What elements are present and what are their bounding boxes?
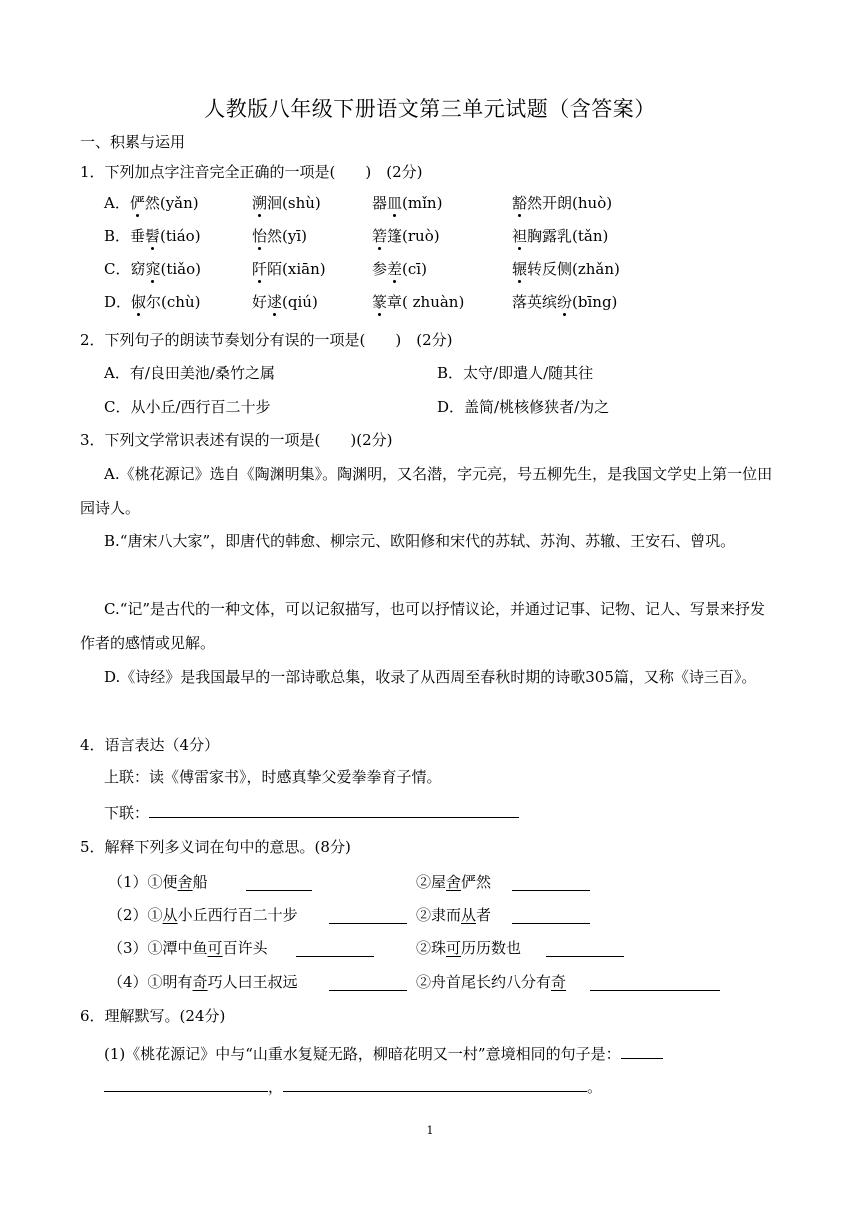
q3-option-b: B.“唐宋八大家”，即唐代的韩愈、柳宗元、欧阳修和宋代的苏轼、苏洵、苏辙、王安石、曾巩。 [104, 532, 736, 550]
answer-blank[interactable] [546, 940, 624, 957]
q2-option-d: D．盖简/桃核修狭者/为之 [437, 398, 610, 416]
q2-option-a: A．有/良田美池/桑竹之属 [104, 364, 275, 382]
q2-option-b: B．太守/即遣人/随其往 [437, 364, 594, 382]
answer-blank[interactable] [329, 974, 407, 991]
answer-blank[interactable] [512, 907, 590, 924]
q2-stem: 2．下列句子的朗读节奏划分有误的一项是( ) (2分) [80, 331, 453, 349]
q6-item-1-continued: ， 。 [104, 1075, 602, 1097]
document-page: 人教版八年级下册语文第三单元试题（含答案） 一、积累与运用 1．下列加点字注音完全正确的一项是( ) (2分) A．俨然(yǎn) 溯洄(shù) 器皿(mǐn) 豁然开朗(huò) B．垂髫(tiáo) 怡然(yī) 箬篷(ruò) 袒胸露乳(tǎn) C．窈窕(tiǎo) 阡陌(xiān) 参差(cī) 辗转反侧(zhǎn) D．俶尔(chù) 好逑(qiú) 篆章( zhuàn) 落英缤纷(bīng) 2．下列句子的朗读节奏划分有误的一项是( ) (2分) A．有/良田美池/桑竹之属 B．太守/即遣人/随其往 C．从小丘/西行百二十步 D．盖简/桃核修狭者/为之 3．下列文学常识表述有误的一项是( )(2分) A.《桃花源记》选自《陶渊明集》。陶渊明，又名潜，字元亮，号五柳先生，是我国文学史上第一位田园诗人。 B.“唐宋八大家”，即唐代的韩愈、柳宗元、欧阳修和宋代的苏轼、苏洵、苏辙、王安石、曾巩。 C.“记”是古代的一种文体，可以记叙描写，也可以抒情议论，并通过记事、记物、记人、写景来抒发作者的感情或见解。 D.《诗经》是我国最早的一部诗歌总集，收录了从西周至春秋时期的诗歌305篇，又称《诗三百》。 4．语言表达（4分） 上联：读《傅雷家书》，时感真挚父爱拳拳育子情。 下联： 5．解释下列多义词在句中的意思。(8分) （1）①便舍船 ②屋舍俨然 （2）①从小丘西行百二十步 ②隶而从者 （3）①潭中鱼可百许头 ②珠可历历数也 （4）①明有奇巧人曰王叔远 ②舟首尾长约八分有奇 6．理解默写。(24分) (1)《桃花源记》中与“山重水复疑无路，柳暗花明又一村”意境相同的句子是： ， 。 1 [0, 0, 860, 1216]
answer-blank[interactable] [246, 874, 312, 891]
q4-upper-couplet: 上联：读《傅雷家书》，时感真挚父爱拳拳育子情。 [104, 768, 442, 786]
answer-blank[interactable] [590, 974, 720, 991]
answer-blank[interactable] [329, 907, 407, 924]
q3-option-c: C.“记”是古代的一种文体，可以记叙描写，也可以抒情议论，并通过记事、记物、记人、写景来抒发作者的感情或见解。 [80, 600, 766, 652]
q3-option-a: A.《桃花源记》选自《陶渊明集》。陶渊明，又名潜，字元亮，号五柳先生，是我国文学史上第一位田园诗人。 [80, 465, 773, 517]
q6-stem: 6．理解默写。(24分) [80, 1007, 226, 1025]
q5-stem: 5．解释下列多义词在句中的意思。(8分) [80, 838, 351, 856]
q3-stem: 3．下列文学常识表述有误的一项是( )(2分) [80, 431, 393, 449]
answer-blank[interactable] [512, 874, 590, 891]
answer-blank[interactable] [283, 1075, 587, 1092]
page-number: 1 [426, 1124, 434, 1137]
q1-stem: 1．下列加点字注音完全正确的一项是( ) (2分) [80, 163, 423, 181]
q6-item-1: (1)《桃花源记》中与“山重水复疑无路，柳暗花明又一村”意境相同的句子是： [104, 1042, 663, 1064]
section-heading: 一、积累与运用 [80, 133, 186, 151]
answer-blank[interactable] [149, 801, 519, 818]
q3-option-d: D.《诗经》是我国最早的一部诗歌总集，收录了从西周至春秋时期的诗歌305篇，又称《诗三百》。 [104, 668, 757, 686]
answer-blank[interactable] [104, 1075, 268, 1092]
answer-blank[interactable] [296, 940, 374, 957]
answer-blank[interactable] [621, 1042, 663, 1059]
q2-option-c: C．从小丘/西行百二十步 [104, 398, 271, 416]
document-title: 人教版八年级下册语文第三单元试题（含答案） [204, 97, 656, 121]
q4-lower-couplet: 下联： [104, 801, 519, 823]
q4-stem: 4．语言表达（4分） [80, 736, 220, 754]
